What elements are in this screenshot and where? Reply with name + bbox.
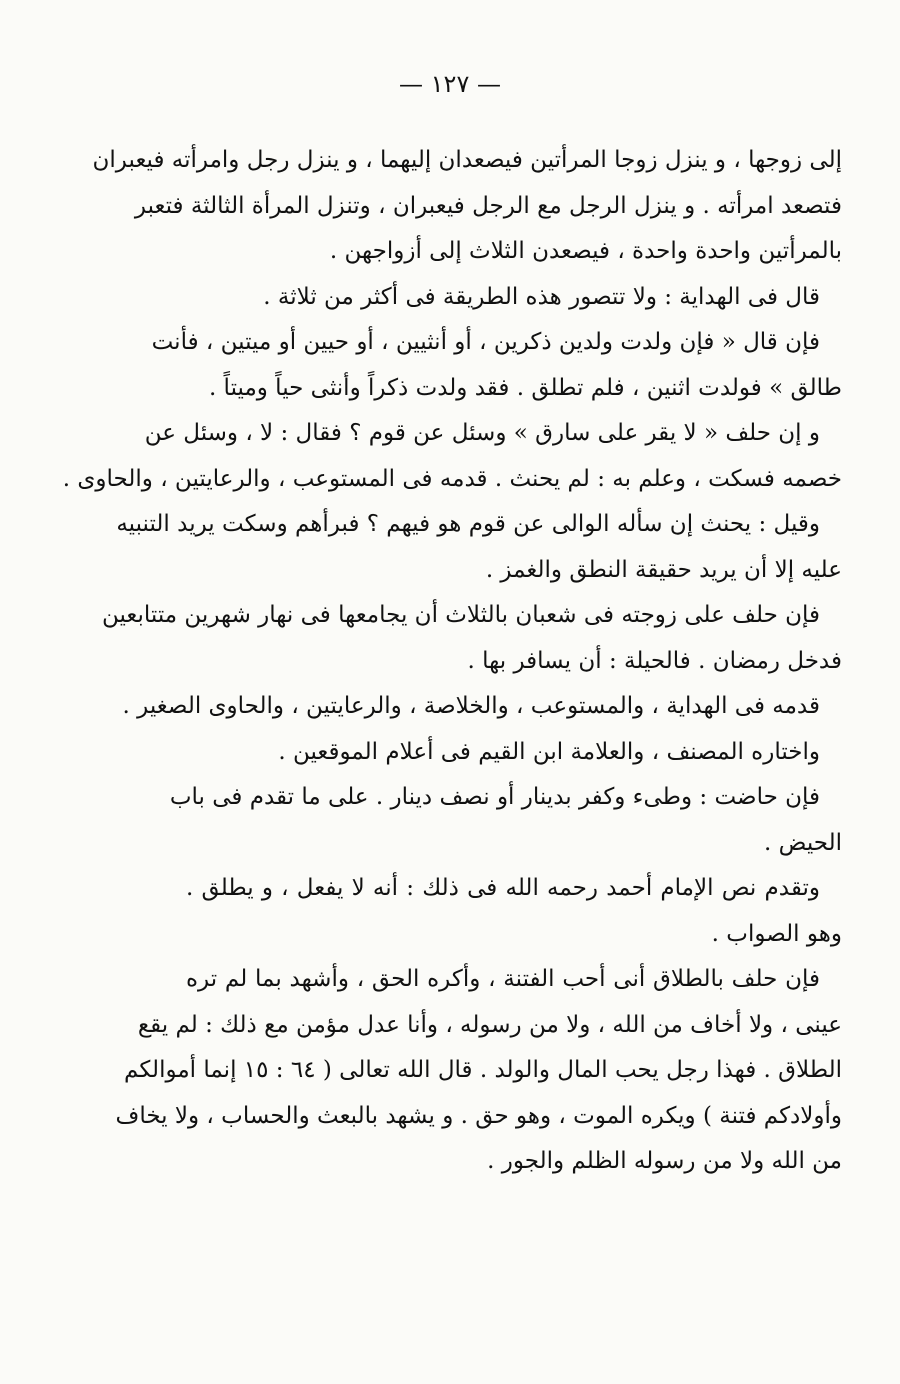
text-line: عليه إلا أن يريد حقيقة النطق والغمز . — [485, 556, 842, 583]
text-line: فإن حاضت : وطىء وكفر بدينار أو نصف دينار . على ما تقدم فى باب — [169, 784, 820, 810]
text-line: و إن حلف « لا يقر على سارق » وسئل عن قوم ؟ فقال : لا ، وسئل عن — [144, 420, 820, 446]
text-line: وأولادكم فتنة ) ويكره الموت ، وهو حق . و يشهد بالبعث والحساب ، ولا يخاف — [115, 1102, 842, 1129]
text-line: فإن حلف على زوجته فى شعبان بالثلاث أن يجامعها فى نهار شهرين متتابعين — [101, 602, 820, 628]
text-line: الطلاق . فهذا رجل يحب المال والولد . قال الله تعالى ( ٦٤ : ١٥ إنما أموالكم — [124, 1057, 842, 1083]
text-line: قدمه فى الهداية ، والمستوعب ، والخلاصة ، والرعايتين ، والحاوى الصغير . — [122, 693, 820, 719]
text-line: وقيل : يحنث إن سأله الوالى عن قوم هو فيهم ؟ فبرأهم وسكت يريد التنبيه — [116, 511, 820, 537]
text-line: وهو الصواب . — [711, 920, 842, 947]
text-line: إلى زوجها ، و ينزل زوجا المرأتين فيصعدان إليهما ، و ينزل رجل وامرأته فيعبران — [92, 147, 842, 173]
text-line: فإن حلف بالطلاق أنى أحب الفتنة ، وأكره الحق ، وأشهد بما لم تره — [186, 966, 820, 992]
text-line: الحيض . — [764, 829, 842, 856]
text-line: فدخل رمضان . فالحيلة : أن يسافر بها . — [467, 647, 842, 674]
text-line: وتقدم نص الإمام أحمد رحمه الله فى ذلك : أنه لا يفعل ، و يطلق . — [186, 875, 820, 901]
text-line: طالق » فولدت اثنين ، فلم تطلق . فقد ولدت ذكراً وأنثى حياً وميتاً . — [208, 374, 842, 401]
text-line: عينى ، ولا أخاف من الله ، ولا من رسوله ، وأنا عدل مؤمن مع ذلك : لم يقع — [137, 1011, 842, 1038]
text-line: واختاره المصنف ، والعلامة ابن القيم فى أعلام الموقعين . — [278, 738, 820, 765]
text-line: خصمه فسكت ، وعلم به : لم يحنث . قدمه فى المستوعب ، والرعايتين ، والحاوى . — [62, 465, 842, 492]
body-text — [62, 138, 842, 1185]
text-line: فتصعد امرأته . و ينزل الرجل مع الرجل فيعبران ، وتنزل المرأة الثالثة فتعبر — [134, 192, 842, 219]
text-line: من الله ولا من رسوله الظلم والجور . — [487, 1148, 842, 1174]
text-line: فإن قال « فإن ولدت ولدين ذكرين ، أو أنثيين ، أو حيين أو ميتين ، فأنت — [151, 329, 820, 355]
page-number: — ١٢٧ — — [399, 70, 501, 98]
text-line: قال فى الهداية : ولا تتصور هذه الطريقة فى أكثر من ثلاثة . — [263, 283, 820, 310]
text-line: بالمرأتين واحدة واحدة ، فيصعدن الثلاث إلى أزواجهن . — [329, 238, 842, 264]
